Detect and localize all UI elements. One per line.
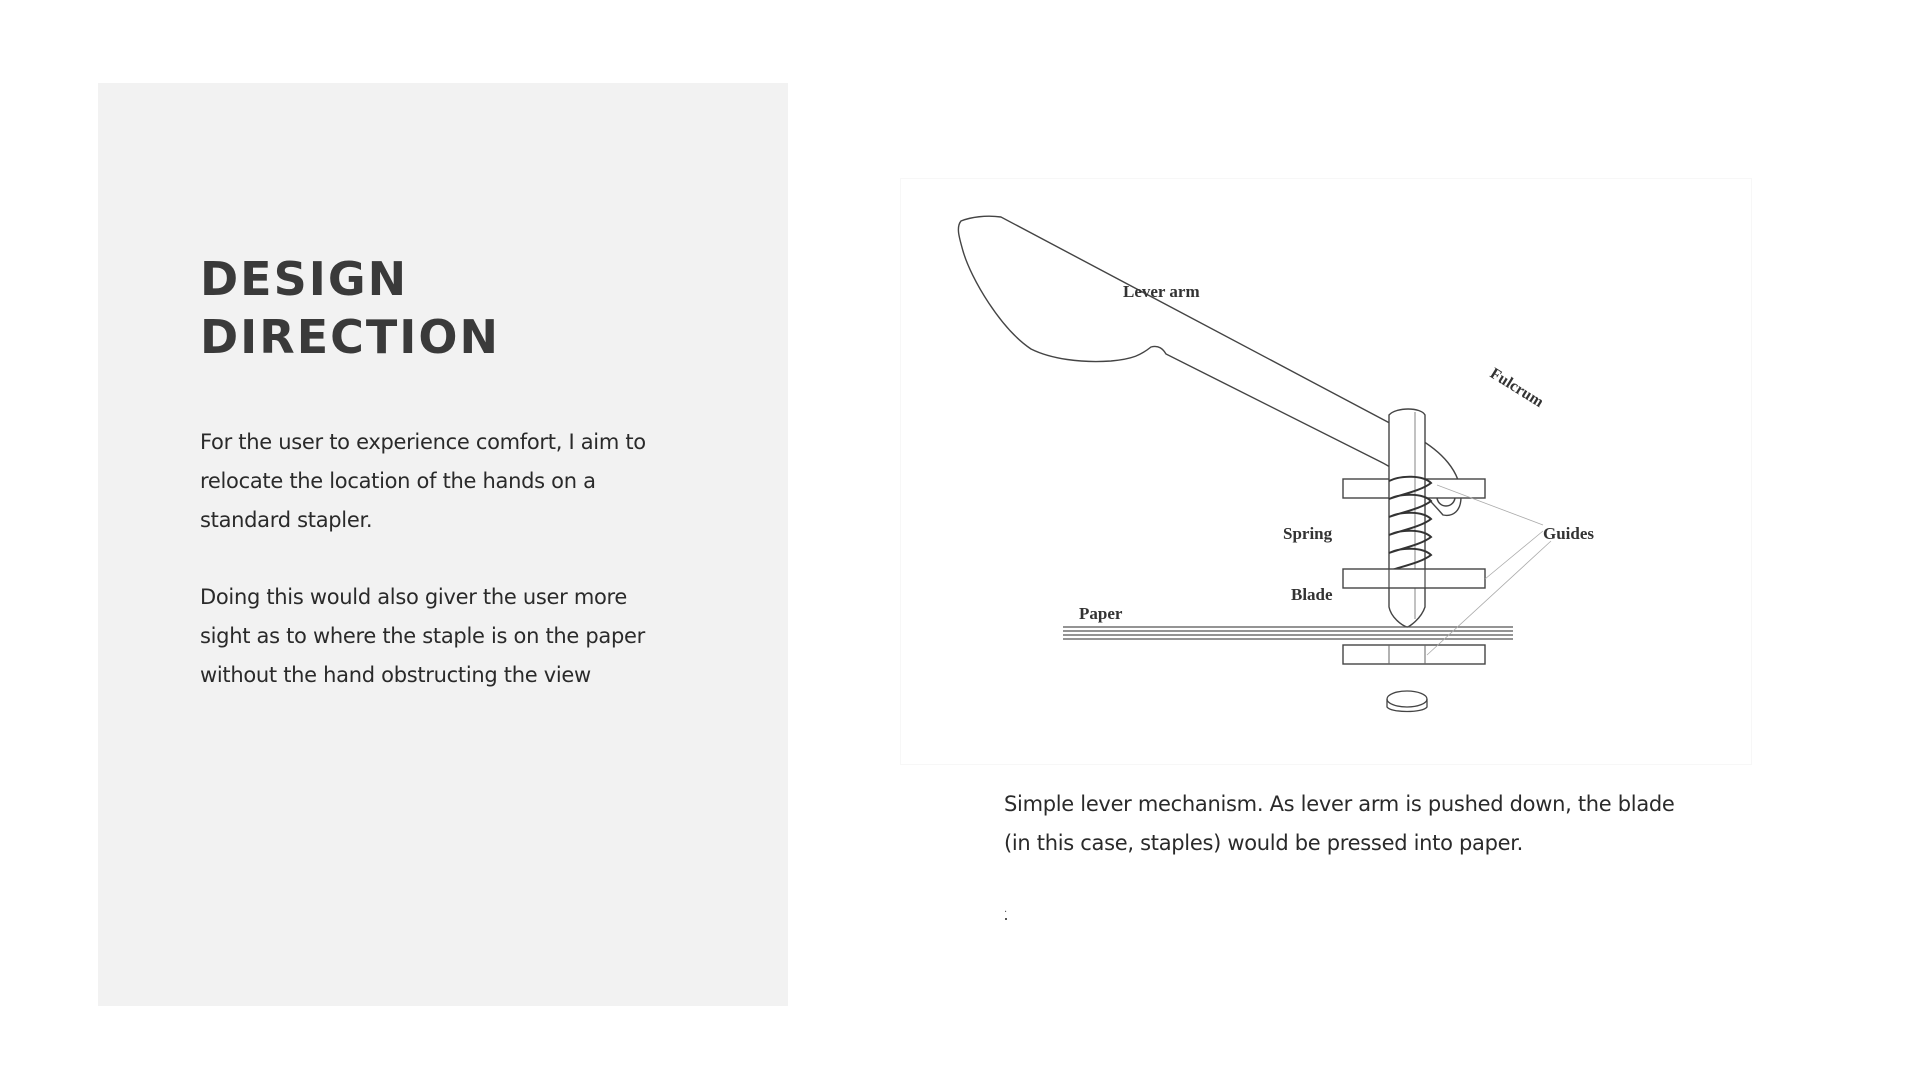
label-guides: Guides <box>1543 524 1595 543</box>
lever-mechanism-diagram <box>900 178 1752 765</box>
punched-disc <box>1387 691 1427 707</box>
trailing-dot <box>1004 904 1008 920</box>
label-paper: Paper <box>1079 604 1123 623</box>
rod-over-guide <box>1390 570 1424 587</box>
lever-diagram-svg <box>901 179 1751 764</box>
intro-paragraph: For the user to experience comfort, I aim to relocate the location of the hands on a standard stapler. <box>200 430 646 532</box>
left-panel <box>98 83 788 1006</box>
benefit-paragraph: Doing this would also giver the user more sight as to where the staple is on the paper without the hand obstructing the view <box>200 585 645 687</box>
blade-rod <box>1389 409 1425 627</box>
lever-arm-shape <box>958 216 1461 515</box>
label-spring: Spring <box>1283 524 1333 543</box>
lower-guide <box>1343 645 1485 664</box>
guides-leader-3 <box>1427 541 1551 655</box>
diagram-caption: Simple lever mechanism. As lever arm is pushed down, the blade (in this case, staples) would be pressed into paper. <box>1004 792 1675 855</box>
trailing-dot-text: . <box>1004 904 1008 915</box>
label-lever-arm: Lever arm <box>1123 282 1200 301</box>
page-title <box>200 250 500 366</box>
title-line-2: DIRECTION <box>200 310 500 364</box>
guides-leader-2 <box>1485 531 1543 579</box>
label-fulcrum: Fulcrum <box>1486 364 1547 411</box>
title-line-1: DESIGN <box>200 252 409 306</box>
label-blade: Blade <box>1291 585 1333 604</box>
